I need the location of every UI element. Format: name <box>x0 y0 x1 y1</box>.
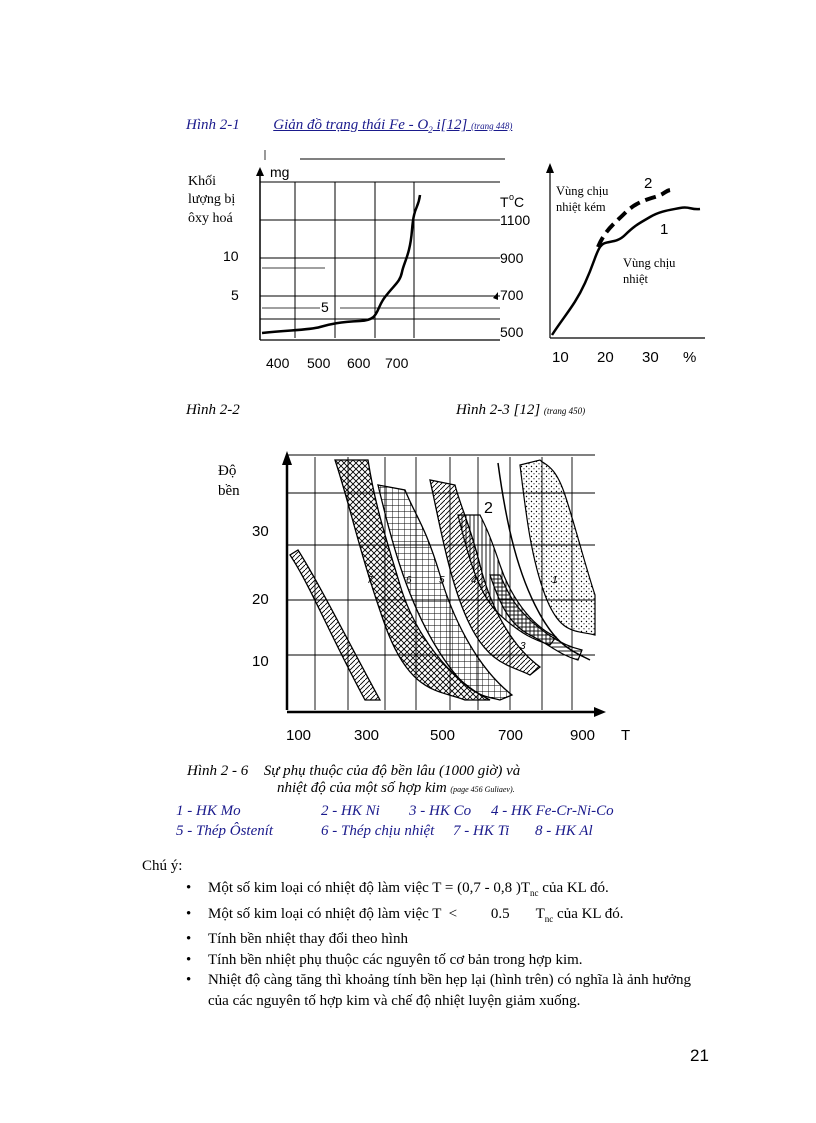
fig3-caption-text: Hình 2-3 [12] <box>456 402 541 418</box>
fig1-caption: Hình 2-1 Giản đồ trạng thái Fe - $O_2$ i[12] (trang 448) <box>186 117 513 135</box>
fig6-caption-line1: Sự phụ thuộc của độ bền lâu (1000 giờ) và <box>263 763 521 779</box>
curve-label-2: 2 <box>644 175 653 192</box>
oxidation-chart <box>180 150 531 380</box>
region-8 <box>290 550 380 700</box>
chart1-temp-deg: o <box>509 192 515 202</box>
chart1-xtick-700: 700 <box>385 355 409 371</box>
chart3-xtick-700: 700 <box>498 727 524 744</box>
chart1-xtick-600: 600 <box>347 355 371 371</box>
notes-title: Chú ý: <box>142 858 183 874</box>
chart1-ytick-5: 5 <box>231 287 239 303</box>
label-weak-line2: nhiệt kém <box>556 200 606 214</box>
chart1-curve-label: 5 <box>321 299 329 315</box>
chart2-xtick-30: 30 <box>642 349 659 366</box>
legend-hk-ti: 7 - HK Ti <box>453 823 510 839</box>
fig6-caption-second-line <box>277 780 515 797</box>
region-label-2: 2 <box>484 500 493 517</box>
chart1-rtick-700: 700 <box>500 287 524 303</box>
chart3-ytick-10: 10 <box>252 653 269 670</box>
chart3-xtick-300: 300 <box>354 727 380 744</box>
region-label-6: 6 <box>406 575 412 586</box>
fig1-caption-title: Giản đồ trạng thái Fe - O <box>273 117 429 133</box>
region-label-7: 7 <box>367 575 373 586</box>
chart1-xtick-400: 400 <box>266 355 290 371</box>
fig2-caption: Hình 2-2 <box>186 402 240 418</box>
legend-thep-chiu-nhiet: 6 - Thép chịu nhiệt <box>321 823 435 839</box>
chart3-xtick-900: 900 <box>570 727 596 744</box>
fig3-caption <box>456 402 585 419</box>
chart1-ytick-10: 10 <box>223 248 239 264</box>
legend-row-1 <box>176 803 614 820</box>
page-number: 21 <box>690 1046 709 1065</box>
note-item: • Một số kim loại có nhiệt độ làm việc T < 0.5 $T_{nc}$ của KL đó. <box>186 904 691 930</box>
chart1-temp-T: T <box>500 194 509 210</box>
legend-row-2 <box>176 823 593 840</box>
chart3-ytick-20: 20 <box>252 591 269 608</box>
chart3-ylabel-line1: Độ <box>218 463 237 479</box>
chart1-rtick-900: 900 <box>500 250 524 266</box>
heat-zone-chart <box>540 155 710 380</box>
strength-chart <box>200 445 640 750</box>
chart2-xtick-10: 10 <box>552 349 569 366</box>
legend-hk-fecrnico: 4 - HK Fe-Cr-Ni-Co <box>491 803 614 819</box>
fig6-caption-num: Hình 2 - 6 <box>187 763 249 779</box>
note-item: • Tính bền nhiệt thay đổi theo hình <box>186 929 691 950</box>
chart1-rtick-1100: 1100 <box>500 212 531 228</box>
note-item: • Nhiệt độ càng tăng thì khoảng tính bền hẹp lại (hình trên) có nghĩa là ảnh hưởng của các nguyên tố hợp kim và chế độ nhiệt luyện giảm xuống. <box>186 970 691 1011</box>
chart1-ylabel-line1: Khối <box>188 174 216 189</box>
curve-2 <box>598 190 670 247</box>
chart3-ylabel-line2: bền <box>218 483 240 499</box>
chart2-xtick-pct: % <box>683 349 697 366</box>
chart3-ytick-30: 30 <box>252 523 269 540</box>
region-1 <box>520 460 595 635</box>
chart2-xtick-20: 20 <box>597 349 614 366</box>
legend-thep-ostenit: 5 - Thép Ôstenít <box>176 823 274 839</box>
chart3-xtick-500: 500 <box>430 727 456 744</box>
fig1-caption-num: Hình 2-1 <box>186 117 240 133</box>
legend-hk-mo: 1 - HK Mo <box>176 803 241 819</box>
label-good-line1: Vùng chịu <box>623 256 676 270</box>
chart1-ylabel-line3: ôxy hoá <box>188 211 233 226</box>
legend-hk-al: 8 - HK Al <box>535 823 593 839</box>
fig3-caption-page: (trang 450) <box>543 406 586 416</box>
label-good-line2: nhiệt <box>623 272 648 286</box>
chart1-ylabel-line2: lượng bị <box>188 192 236 207</box>
fig6-caption-page: (page 456 Guliaev). <box>450 785 515 794</box>
fig6-caption-line2: nhiệt độ của một số hợp kim <box>277 780 447 796</box>
curve-label-1: 1 <box>660 221 669 238</box>
legend-hk-ni: 2 - HK Ni <box>321 803 380 819</box>
oxidation-curve <box>262 195 420 333</box>
chart3-xlabel: T <box>621 727 631 744</box>
region-label-1: 1 <box>552 575 558 586</box>
chart1-temp-C: C <box>514 194 525 210</box>
region-label-4: 4 <box>471 575 477 586</box>
legend-hk-co: 3 - HK Co <box>409 803 472 819</box>
region-label-3: 3 <box>520 641 526 652</box>
note-item: • Một số kim loại có nhiệt độ làm việc T = (0,7 - 0,8 )$T_{nc}$ của KL đó. <box>186 878 691 904</box>
notes-list <box>186 878 691 1011</box>
chart3-xtick-100: 100 <box>286 727 312 744</box>
chart1-xtick-500: 500 <box>307 355 331 371</box>
label-weak-line1: Vùng chịu <box>556 184 609 198</box>
fig1-caption-page: (trang 448) <box>471 121 513 131</box>
fig6-caption <box>187 763 520 780</box>
chart1-unit: mg <box>270 164 290 180</box>
region-label-5: 5 <box>439 575 445 586</box>
note-item: • Tính bền nhiệt phụ thuộc các nguyên tố cơ bản trong hợp kim. <box>186 950 691 971</box>
chart1-rtick-500: 500 <box>500 324 524 340</box>
